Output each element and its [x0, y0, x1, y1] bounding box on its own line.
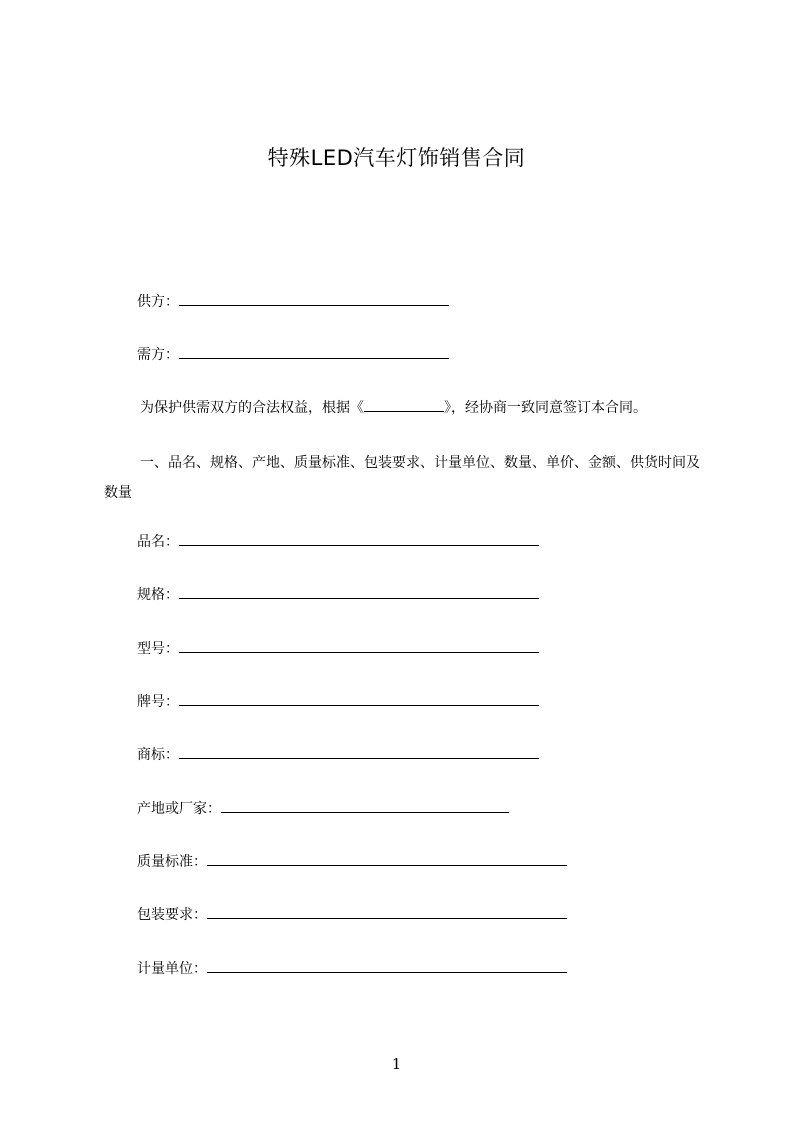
page-number: 1	[391, 1055, 402, 1073]
origin-label: 产地或厂家：	[137, 801, 221, 817]
law-basis-blank[interactable]	[364, 397, 444, 412]
product-name-blank[interactable]	[179, 531, 539, 546]
field-model	[137, 638, 539, 659]
quality-standard-label: 质量标准：	[137, 854, 207, 870]
intro-paragraph	[104, 393, 704, 423]
packaging-label: 包装要求：	[137, 907, 207, 923]
section1-heading: 一、品名、规格、产地、质量标准、包装要求、计量单位、数量、单价、金额、供货时间及数量	[104, 455, 700, 501]
origin-blank[interactable]	[221, 798, 509, 813]
document-title: 特殊LED汽车灯饰销售合同	[267, 146, 526, 170]
buyer-label: 需方：	[137, 347, 179, 363]
quality-standard-blank[interactable]	[207, 851, 567, 866]
field-trademark	[137, 744, 539, 765]
specification-blank[interactable]	[179, 584, 539, 599]
trademark-label: 商标：	[137, 747, 179, 763]
supplier-label: 供方：	[137, 294, 179, 310]
field-quality-standard	[137, 851, 567, 872]
brand-number-label: 牌号：	[137, 694, 179, 710]
product-name-label: 品名：	[137, 534, 179, 550]
model-label: 型号：	[137, 641, 179, 657]
intro-text-before: 为保护供需双方的合法权益，根据《	[140, 400, 364, 416]
brand-number-blank[interactable]	[179, 691, 539, 706]
buyer-line	[137, 344, 449, 365]
field-unit	[137, 958, 567, 979]
intro-text-after: 》，经协商一致同意签订本合同。	[444, 400, 647, 416]
model-blank[interactable]	[179, 638, 539, 653]
field-specification	[137, 584, 539, 605]
field-packaging	[137, 904, 567, 925]
trademark-blank[interactable]	[179, 744, 539, 759]
supplier-line	[137, 291, 449, 312]
buyer-blank[interactable]	[179, 344, 449, 359]
supplier-blank[interactable]	[179, 291, 449, 306]
packaging-blank[interactable]	[207, 904, 567, 919]
field-origin	[137, 798, 509, 819]
field-product-name	[137, 531, 539, 552]
unit-label: 计量单位：	[137, 961, 207, 977]
field-brand-number	[137, 691, 539, 712]
unit-blank[interactable]	[207, 958, 567, 973]
specification-label: 规格：	[137, 587, 179, 603]
